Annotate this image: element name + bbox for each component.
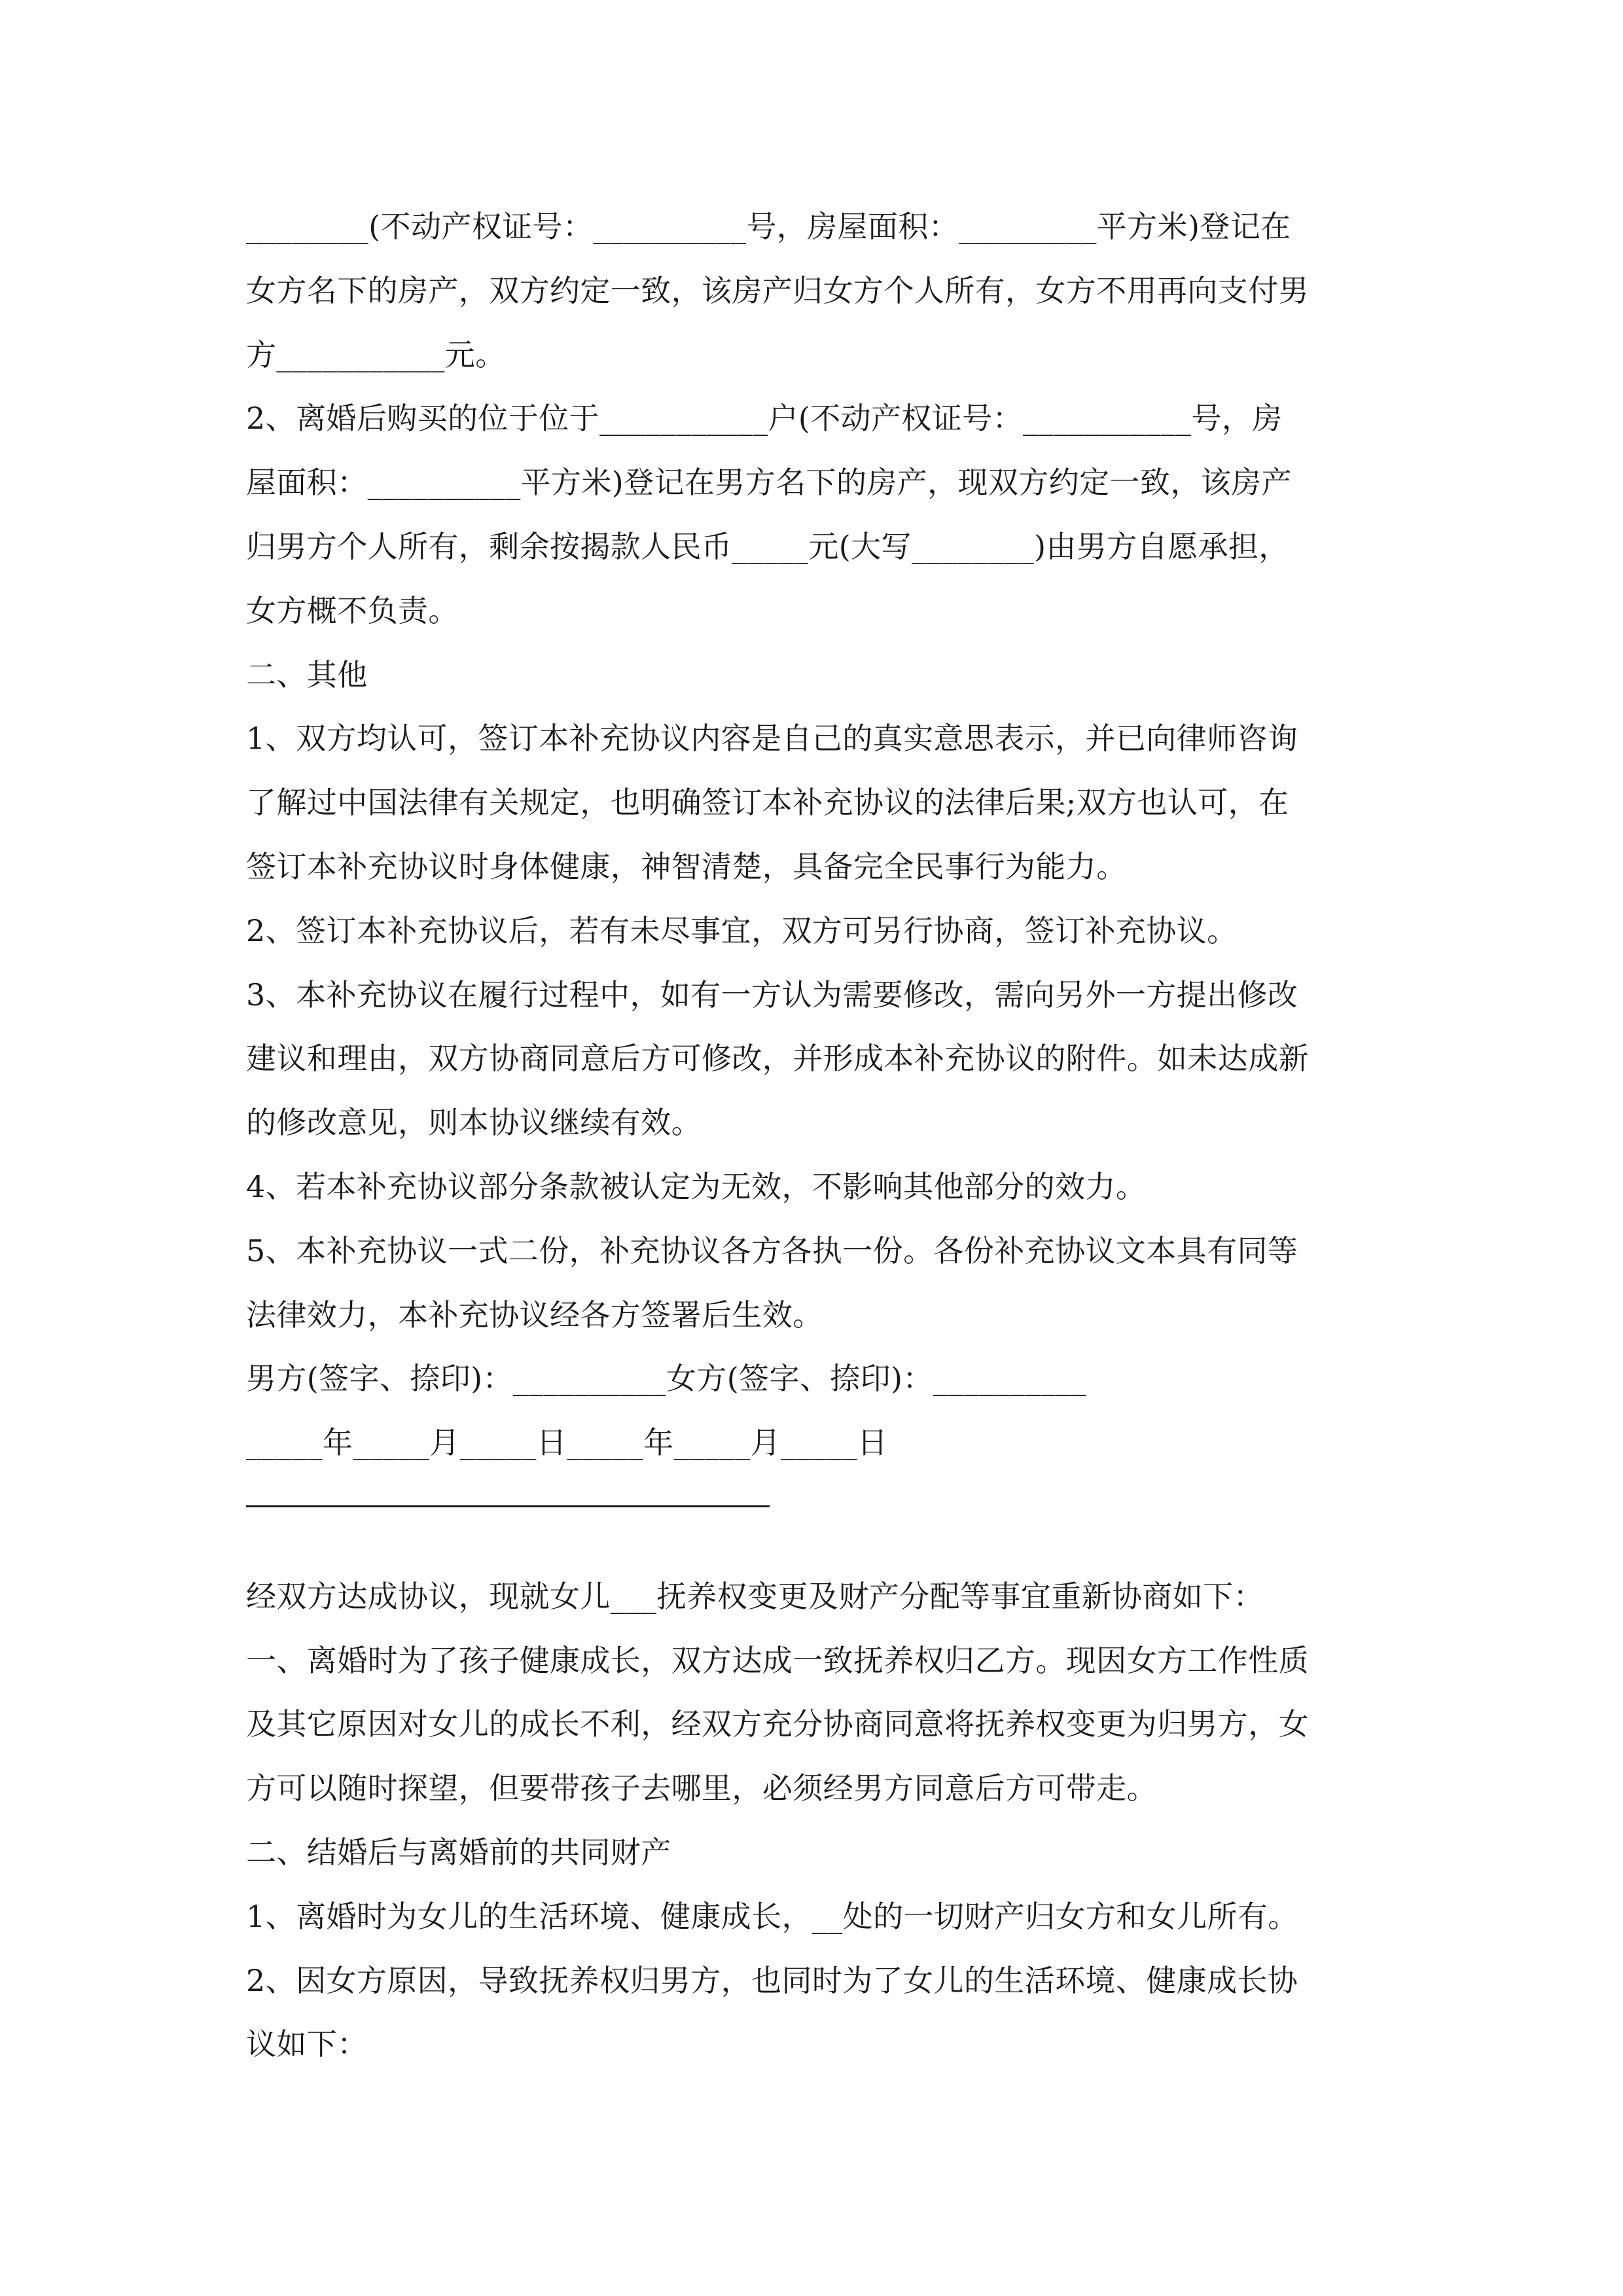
text-line: 的修改意见，则本协议继续有效。: [246, 1105, 702, 1141]
text-line: 5、本补充协议一式二份，补充协议各方各执一份。各份补充协议文本具有同等: [246, 1232, 1298, 1268]
text-line: 建议和理由，双方协商同意后方可修改，并形成本补充协议的附件。如未达成新: [246, 1041, 1309, 1077]
text-line: ________(不动产权证号：__________号，房屋面积：_________平方米)登记在: [246, 209, 1291, 244]
text-line: 屋面积：__________平方米)登记在男方名下的房产，现双方约定一致，该房产: [246, 465, 1292, 501]
section-heading: 二、其他: [246, 656, 368, 692]
text-line: 了解过中国法律有关规定，也明确签订本补充协议的法律后果;双方也认可，在: [246, 785, 1289, 821]
document-page: [246, 195, 1378, 2077]
text-line: 3、本补充协议在履行过程中，如有一方认为需要修改，需向另外一方提出修改: [246, 977, 1298, 1013]
text-line: 签订本补充协议时身体健康，神智清楚，具备完全民事行为能力。: [246, 848, 1127, 884]
signature-line: 男方(签字、捺印)：__________女方(签字、捺印)：__________: [246, 1361, 1086, 1397]
text-line: 女方名下的房产，双方约定一致，该房产归女方个人所有，女方不用再向支付男: [246, 272, 1309, 308]
text-line: 2、因女方原因，导致抚养权归男方，也同时为了女儿的生活环境、健康成长协: [246, 1962, 1298, 1998]
text-line: 方___________元。: [246, 336, 506, 372]
text-line: 归男方个人所有，剩余按揭款人民币_____元(大写________)由男方自愿承担，: [246, 528, 1289, 564]
separator-rule: [246, 1505, 770, 1507]
text-line: 法律效力，本补充协议经各方签署后生效。: [246, 1297, 823, 1333]
text-line: 议如下：: [246, 2026, 368, 2062]
text-line: 女方概不负责。: [246, 592, 459, 628]
separator-line: [246, 1475, 1378, 1539]
text-line: 经双方达成协议，现就女儿___抚养权变更及财产分配等事宜重新协商如下：: [246, 1578, 1264, 1614]
text-line: 1、离婚时为女儿的生活环境、健康成长，__处的一切财产归女方和女儿所有。: [246, 1898, 1298, 1934]
section-heading: 二、结婚后与离婚前的共同财产: [246, 1834, 671, 1870]
date-line: _____年_____月_____日_____年_____月_____日: [246, 1425, 888, 1461]
text-line: 1、双方均认可，签订本补充协议内容是自己的真实意思表示，并已向律师咨询: [246, 721, 1298, 757]
text-line: 4、若本补充协议部分条款被认定为无效，不影响其他部分的效力。: [246, 1168, 1147, 1204]
spacer: [246, 1539, 1378, 1565]
text-line: 一、离婚时为了孩子健康成长，双方达成一致抚养权归乙方。现因女方工作性质: [246, 1642, 1309, 1678]
text-line: 及其它原因对女儿的成长不利，经双方充分协商同意将抚养权变更为归男方，女: [246, 1706, 1309, 1742]
text-line: 2、签订本补充协议后，若有未尽事宜，双方可另行协商，签订补充协议。: [246, 912, 1238, 948]
text-line: 2、离婚后购买的位于位于___________户(不动产权证号：___________号，房: [246, 401, 1283, 437]
text-line: 方可以随时探望，但要带孩子去哪里，必须经男方同意后方可带走。: [246, 1770, 1157, 1806]
